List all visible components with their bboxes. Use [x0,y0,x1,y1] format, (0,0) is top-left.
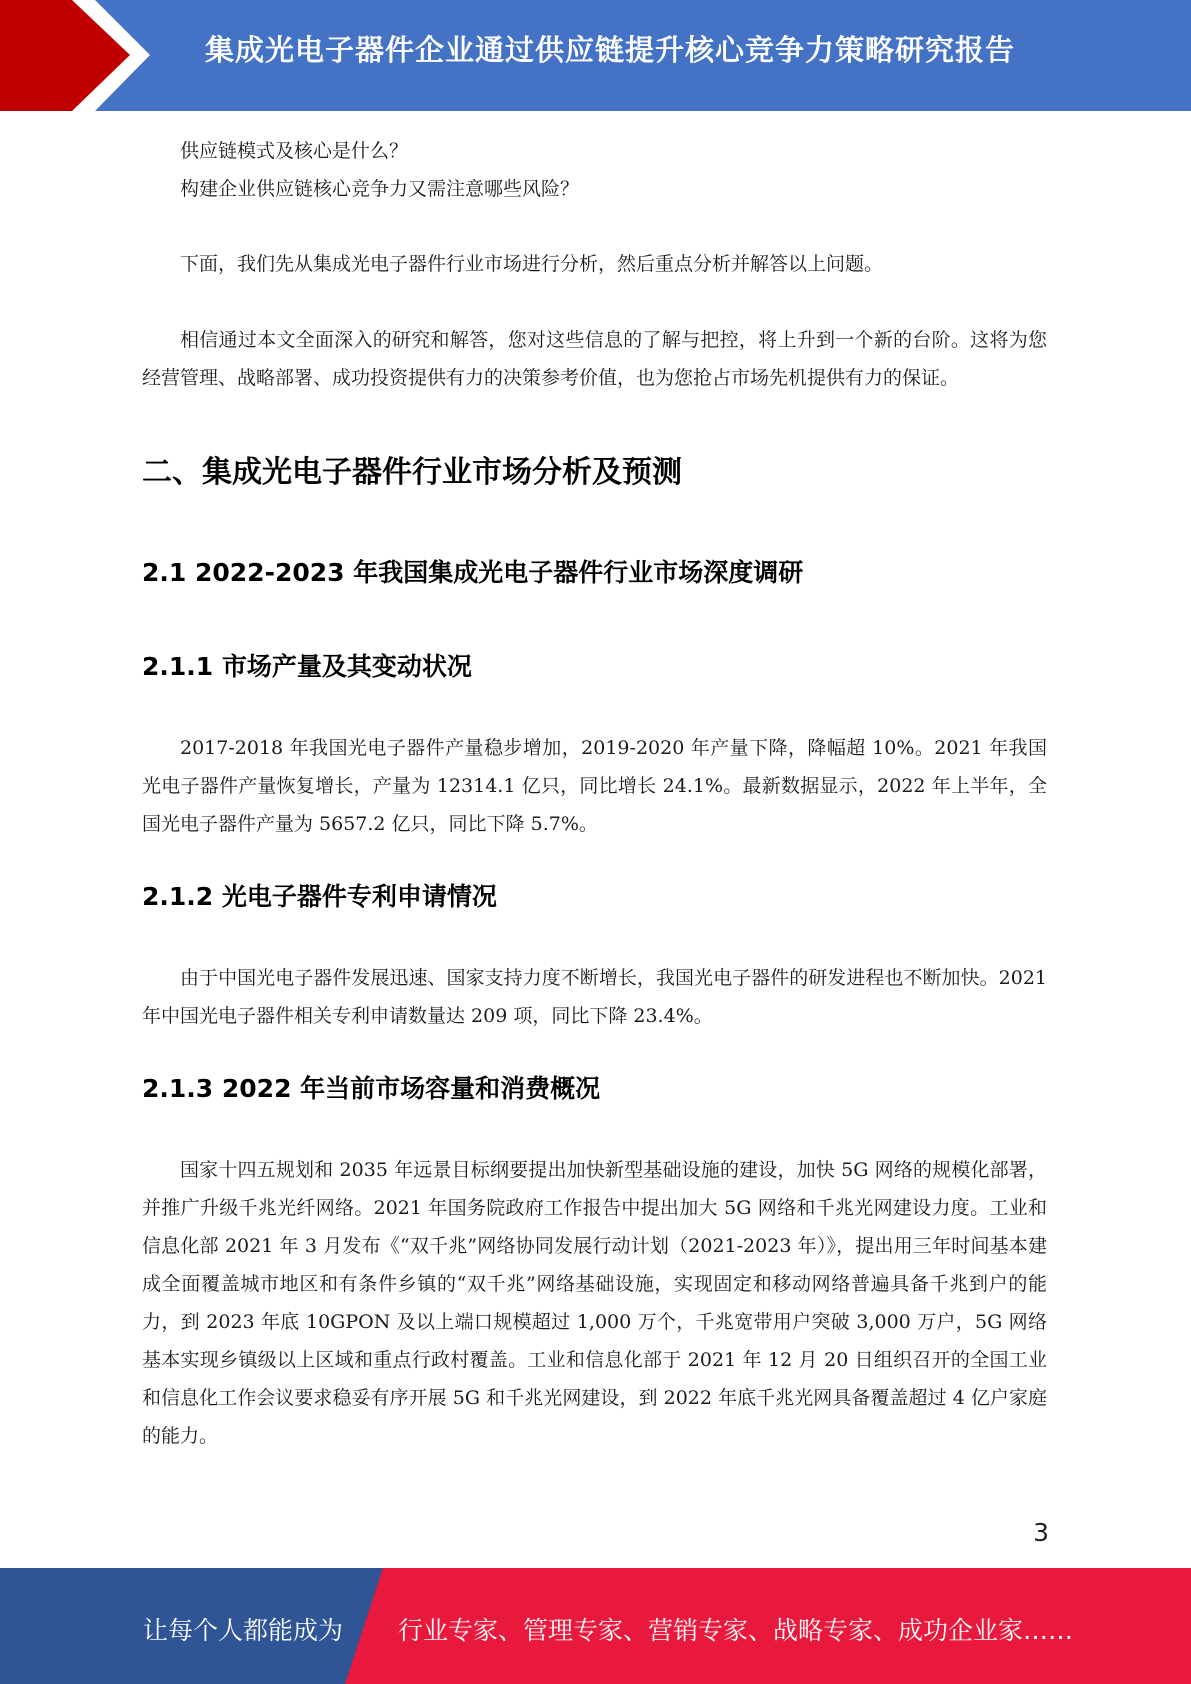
intro-question-1: 供应链模式及核心是什么？ [180,140,409,162]
intro-paragraph-2: 相信通过本文全面深入的研究和解答，您对这些信息的了解与把控，将上升到一个新的台阶。这将为您经营管理、战略部署、成功投资提供有力的决策参考价值，也为您抢占市场先机提供有力的保证。 [142,329,1047,389]
intro-paragraph-1: 下面，我们先从集成光电子器件行业市场进行分析，然后重点分析并解答以上问题。 [180,253,884,275]
subsection-heading-2-1-1: 2.1.1 市场产量及其变动状况 [142,652,472,681]
page-footer [0,1568,1191,1684]
footer-slogan-left: 让每个人都能成为 [143,1616,344,1645]
main-content [142,132,1047,1455]
paragraph-2-1-2: 由于中国光电子器件发展迅速、国家支持力度不断增长，我国光电子器件的研发进程也不断加快。2021 年中国光电子器件相关专利申请数量达 209 项，同比下降 23.4%。 [142,967,1047,1027]
intro-question-2: 构建企业供应链核心竞争力又需注意哪些风险？ [180,178,580,200]
section-heading-2: 二、集成光电子器件行业市场分析及预测 [142,455,682,490]
subsection-heading-2-1: 2.1 2022-2023 年我国集成光电子器件行业市场深度调研 [142,558,804,587]
report-title: 集成光电子器件企业通过供应链提升核心竞争力策略研究报告 [205,33,1016,67]
footer-slogan-right: 行业专家、管理专家、营销专家、战略专家、成功企业家…… [398,1616,1074,1645]
subsection-heading-2-1-2: 2.1.2 光电子器件专利申请情况 [142,882,497,911]
page-header [0,0,1191,111]
paragraph-2-1-3: 国家十四五规划和 2035 年远景目标纲要提出加快新型基础设施的建设，加快 5G 网络的规模化部署，并推广升级千兆光纤网络。2021 年国务院政府工作报告中提出加大 5G 网络和千兆光网建设力度。工业和信息化部 2021 年 3 月发布《“双千兆”网络协同发展行动计划（2021-2023 年）》，提出用三年时间基本建成全面覆盖城市地区和有条件乡镇的“双千兆”网络基础设施，实现固定和移动网络普遍具备千兆到户的能力，到 2023 年底 10GPON 及以上端口规模超过 1,000 万个，千兆宽带用户突破 3,000 万户，5G 网络基本实现乡镇级以上区域和重点行政村覆盖。工业和信息化部于 2021 年 12 月 20 日组织召开的全国工业和信息化工作会议要求稳妥有序开展 5G 和千兆光网建设，到 2022 年底千兆光网具备覆盖超过 4 亿户家庭的能力。 [142,1159,1047,1447]
paragraph-2-1-1: 2017-2018 年我国光电子器件产量稳步增加，2019-2020 年产量下降，降幅超 10%。2021 年我国光电子器件产量恢复增长，产量为 12314.1 亿只，同比增长 24.1%。最新数据显示，2022 年上半年，全国光电子器件产量为 5657.2 亿只，同比下降 5.7%。 [142,737,1047,835]
page-number: 3 [1033,1518,1049,1547]
subsection-heading-2-1-3: 2.1.3 2022 年当前市场容量和消费概况 [142,1074,601,1103]
